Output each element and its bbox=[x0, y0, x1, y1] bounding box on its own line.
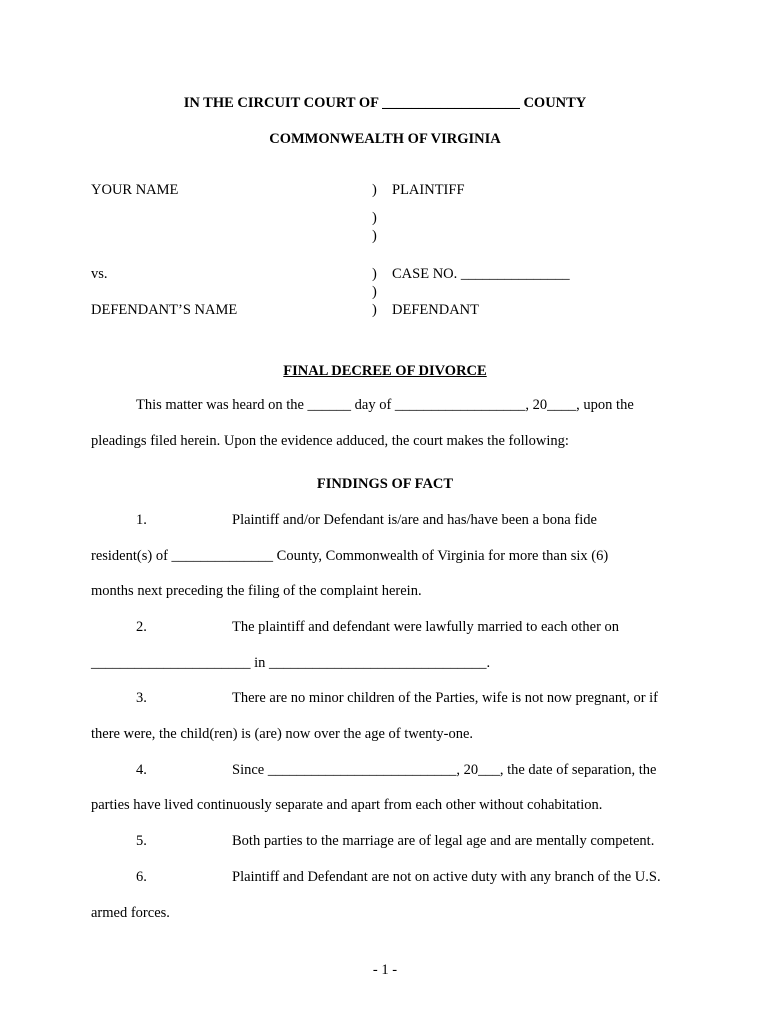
finding-text: armed forces. bbox=[91, 905, 170, 921]
finding-number: 1. bbox=[136, 512, 147, 528]
finding-text: there were, the child(ren) is (are) now over the age of twenty-one. bbox=[91, 726, 474, 742]
intro-line-2: pleadings filed herein. Upon the evidence adduced, the court makes the following: bbox=[91, 433, 569, 449]
finding-text: Since __________________________, 20___, the date of separation, the bbox=[232, 762, 657, 778]
versus-label: vs. bbox=[91, 266, 108, 282]
finding-number: 6. bbox=[136, 869, 147, 885]
finding-text: ______________________ in ______________________________. bbox=[91, 655, 491, 671]
plaintiff-label: PLAINTIFF bbox=[392, 182, 465, 198]
finding-text: Both parties to the marriage are of legal age and are mentally competent. bbox=[232, 833, 655, 849]
finding-text: months next preceding the filing of the complaint herein. bbox=[91, 583, 422, 599]
finding-text: There are no minor children of the Parties, wife is not now pregnant, or if bbox=[232, 690, 659, 706]
findings-heading: FINDINGS OF FACT bbox=[316, 476, 454, 492]
state-heading: COMMONWEALTH OF VIRGINIA bbox=[269, 131, 501, 147]
finding-text: Plaintiff and Defendant are not on active duty with any branch of the U.S. bbox=[232, 869, 661, 885]
finding-number: 4. bbox=[136, 762, 147, 778]
finding-number: 2. bbox=[136, 619, 147, 635]
finding-text: parties have lived continuously separate and apart from each other without cohabitation. bbox=[91, 797, 603, 813]
document-title: FINAL DECREE OF DIVORCE bbox=[283, 363, 487, 379]
caption-paren: ) bbox=[372, 302, 377, 318]
case-number-field: CASE NO. _______________ bbox=[392, 266, 570, 282]
caption-paren: ) bbox=[372, 182, 377, 198]
defendant-label: DEFENDANT bbox=[392, 302, 479, 318]
court-heading: IN THE CIRCUIT COURT OF ___________________ COUNTY bbox=[183, 95, 587, 111]
page-number: - 1 - bbox=[372, 962, 398, 978]
finding-number: 5. bbox=[136, 833, 147, 849]
caption-paren: ) bbox=[372, 210, 377, 226]
finding-number: 3. bbox=[136, 690, 147, 706]
intro-line-1: This matter was heard on the ______ day of __________________, 20____, upon the bbox=[136, 397, 634, 413]
caption-paren: ) bbox=[372, 284, 377, 300]
finding-text: resident(s) of ______________ County, Commonwealth of Virginia for more than six (6) bbox=[91, 548, 609, 564]
caption-paren: ) bbox=[372, 228, 377, 244]
finding-text: The plaintiff and defendant were lawfully married to each other on bbox=[232, 619, 620, 635]
plaintiff-name-field: YOUR NAME bbox=[91, 182, 179, 198]
finding-text: Plaintiff and/or Defendant is/are and has/have been a bona fide bbox=[232, 512, 597, 528]
caption-paren: ) bbox=[372, 266, 377, 282]
defendant-name-field: DEFENDANT’S NAME bbox=[91, 302, 238, 318]
